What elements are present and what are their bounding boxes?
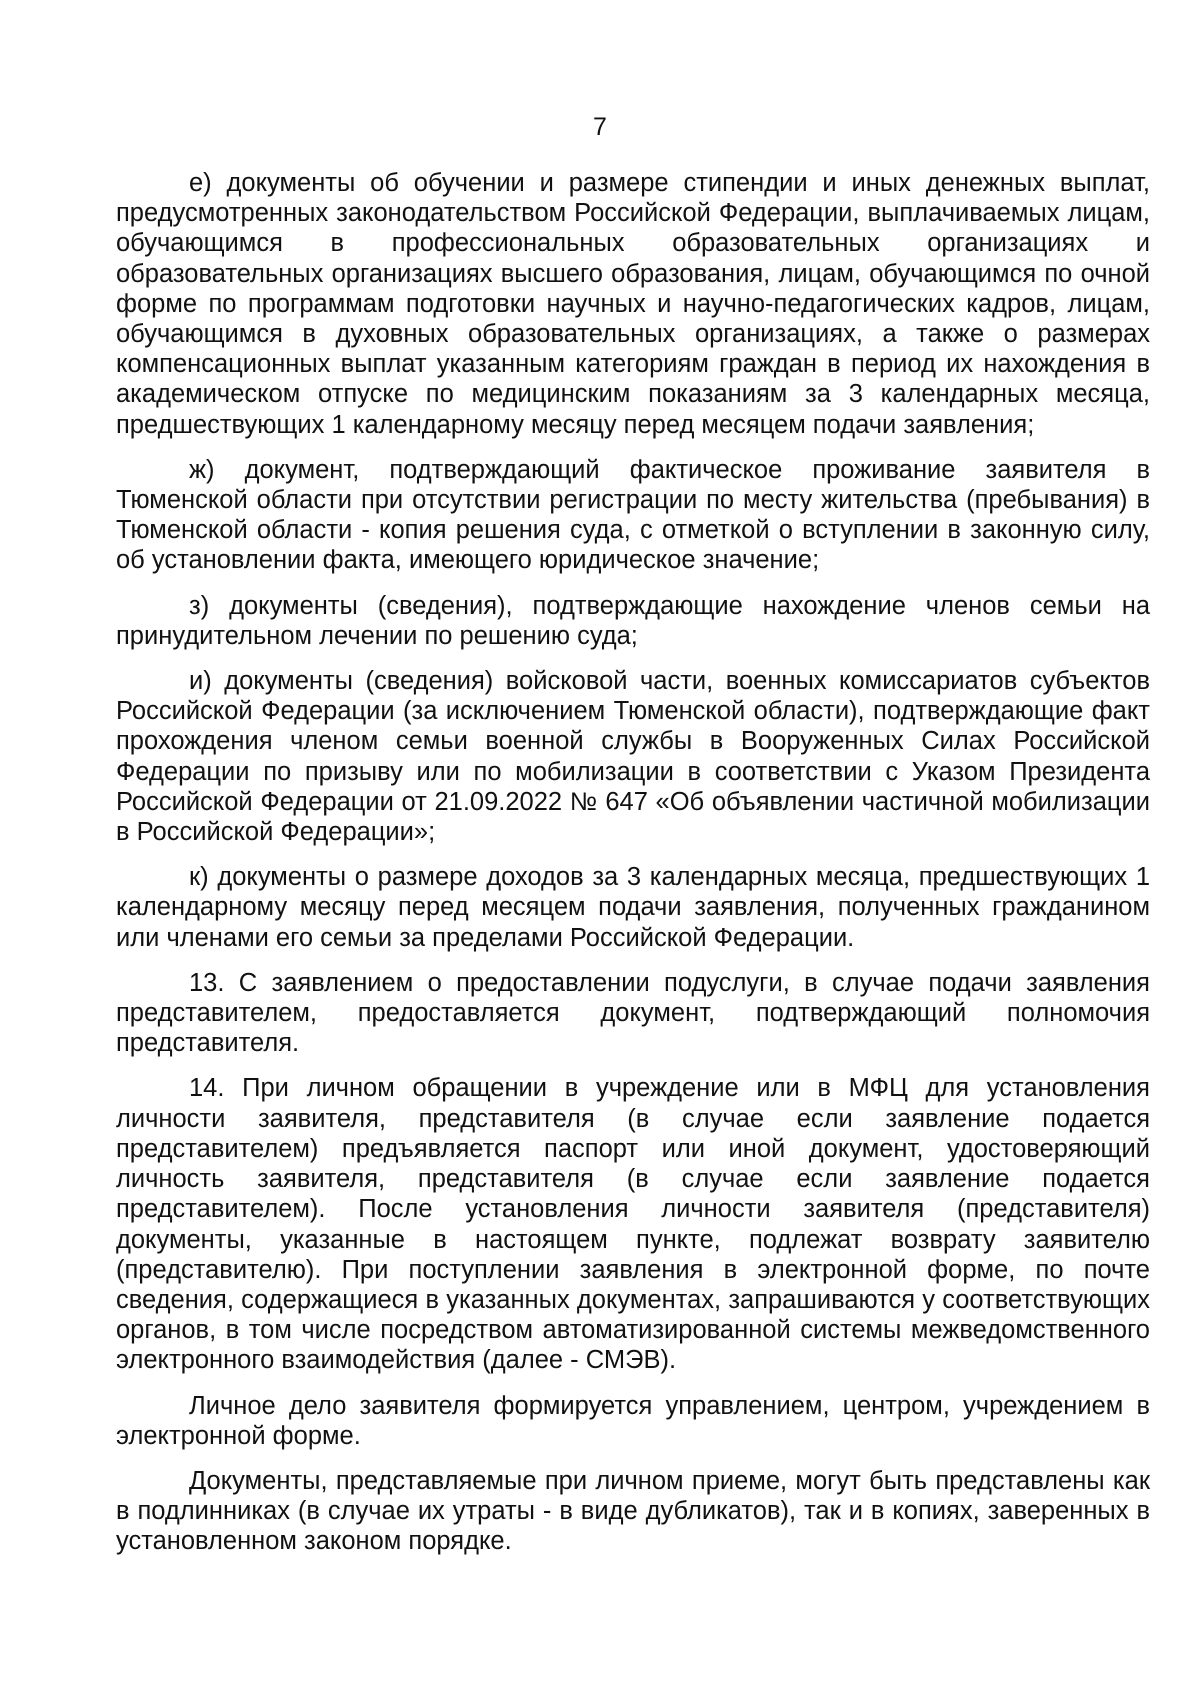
- paragraph-13: 13. С заявлением о предоставлении подуслуги, в случае подачи заявления представителем, предоставляется документ, подтверждающий полномочия представителя.: [116, 968, 1150, 1058]
- paragraph-e: е) документы об обучении и размере стипендии и иных денежных выплат, предусмотренных законодательством Российской Федерации, выплачиваемых лицам, обучающимся в профессиональных образовательных организациях и образовательных организациях высшего образования, лицам, обучающимся по очной форме по программам подготовки научных и научно-педагогических кадров, лицам, обучающимся в духовных образовательных организациях, а также о размерах компенсационных выплат указанным категориям граждан в период их нахождения в академическом отпуске по медицинским показаниям за 3 календарных месяца, предшествующих 1 календарному месяцу перед месяцем подачи заявления;: [116, 169, 1150, 439]
- paragraph-k: к) документы о размере доходов за 3 календарных месяца, предшествующих 1 календарному месяцу перед месяцем подачи заявления, полученных гражданином или членами его семьи за пределами Российской Федерации.: [116, 863, 1150, 952]
- paragraph-i: и) документы (сведения) войсковой части, военных комиссариатов субъектов Российской Федерации (за исключением Тюменской области), подтверждающие факт прохождения членом семьи военной службы в Вооруженных Силах Российской Федерации по призыву или по мобилизации в соответствии с Указом Президента Российской Федерации от 21.09.2022 № 647 «Об объявлении частичной мобилизации в Российской Федерации»;: [116, 667, 1150, 847]
- page-number: 7: [593, 113, 607, 141]
- paragraph-personal-file: Личное дело заявителя формируется управлением, центром, учреждением в электронной форме.: [116, 1391, 1150, 1450]
- paragraph-14: 14. При личном обращении в учреждение или в МФЦ для установления личности заявителя, представителя (в случае если заявление подается представителем) предъявляется паспорт или иной документ, удостоверяющий личность заявителя, представителя (в случае если заявление подается представителем). После установления личности заявителя (представителя) документы, указанные в настоящем пункте, подлежат возврату заявителю (представителю). При поступлении заявления в электронной форме, по почте сведения, содержащиеся в указанных документах, запрашиваются у соответствующих органов, в том числе посредством автоматизированной системы межведомственного электронного взаимодействия (далее - СМЭВ).: [116, 1074, 1150, 1375]
- paragraph-zh: ж) документ, подтверждающий фактическое проживание заявителя в Тюменской области при отсутствии регистрации по месту жительства (пребывания) в Тюменской области - копия решения суда, с отметкой о вступлении в законную силу, об установлении факта, имеющего юридическое значение;: [116, 455, 1150, 575]
- document-body: [116, 168, 1150, 1572]
- paragraph-documents-originals: Документы, представляемые при личном приеме, могут быть представлены как в подлинниках (в случае их утраты - в виде дубликатов), так и в копиях, заверенных в установленном законом порядке.: [116, 1466, 1150, 1556]
- paragraph-z: з) документы (сведения), подтверждающие нахождение членов семьи на принудительном лечении по решению суда;: [116, 591, 1150, 650]
